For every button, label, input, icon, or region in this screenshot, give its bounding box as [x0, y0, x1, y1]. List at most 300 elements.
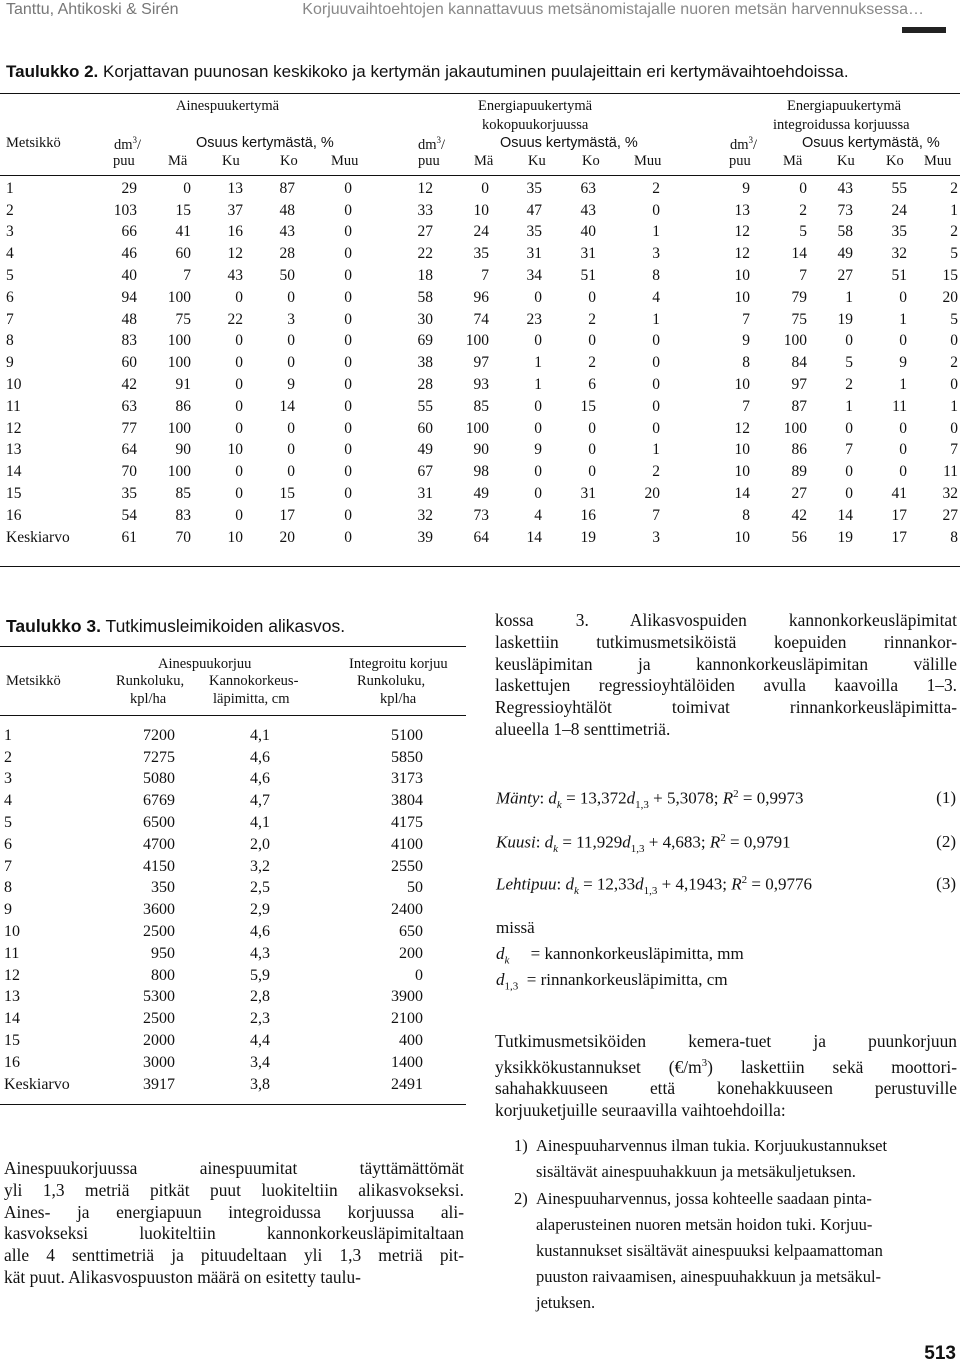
- table3-row-label: 13: [4, 988, 20, 1006]
- table2-cell: 91: [175, 376, 191, 394]
- t2-osuus-3: Osuus kertymästä, %: [802, 135, 940, 151]
- table2-cell: 83: [121, 332, 137, 350]
- table2-caption: [6, 62, 849, 82]
- table2-cell: 0: [899, 419, 907, 437]
- table3-row-label: 4: [4, 792, 12, 810]
- table2-cell: 64: [473, 528, 489, 546]
- table2-cell: 87: [791, 397, 807, 415]
- table3-row-label: 9: [4, 901, 12, 919]
- table3-pad: [423, 1074, 464, 1096]
- left-paragraph: [4, 1158, 464, 1289]
- table2-row: [2, 178, 958, 200]
- table2-cell: 103: [113, 201, 137, 219]
- table3-row-label: 15: [4, 1032, 20, 1050]
- table2-cell: 43: [580, 201, 596, 219]
- table3-cell: 4,4: [250, 1032, 270, 1050]
- table2-cell: 15: [580, 397, 596, 415]
- t2-sp-ko-1: Ko: [280, 153, 298, 169]
- table2-cell: 85: [473, 397, 489, 415]
- running-header: [0, 0, 960, 24]
- table2-cell: 0: [344, 506, 352, 524]
- table2-cell: 0: [845, 332, 853, 350]
- table2-cell: 20: [644, 485, 660, 503]
- table2-cell: 2: [845, 376, 853, 394]
- t3-kplha: kpl/ha: [130, 691, 167, 707]
- table3-cell: 2400: [391, 901, 423, 919]
- header-bar: [902, 27, 946, 33]
- text-line: kossa 3. Alikasvospuiden kannonkorkeusläpimitat: [495, 610, 957, 630]
- table2-cell: 35: [121, 485, 137, 503]
- table2-row-label: 15: [6, 485, 22, 503]
- table2-cell: 100: [167, 332, 191, 350]
- table2-row: [2, 418, 958, 440]
- table2-cell: 4: [652, 288, 660, 306]
- text-line: laskettiin tutkimusmetsiköistä koepuiden rinnankor-: [495, 631, 957, 652]
- table2-cell: 54: [121, 506, 137, 524]
- table2-cell: 1: [534, 376, 542, 394]
- table2-cell: 34: [526, 267, 542, 285]
- list-item-line: alaperusteinen nuoren metsän hoidon tuki. Korjuu-: [536, 1215, 873, 1234]
- table3-row-label: 3: [4, 770, 12, 788]
- table3-cell: 0: [415, 966, 423, 984]
- table2-cell: 13: [227, 179, 243, 197]
- table2-row: [2, 374, 958, 396]
- table3-row-label: 12: [4, 966, 20, 984]
- table2-cell: 100: [167, 463, 191, 481]
- text-line: Ainespuukorjuussa ainespuumitat täyttämättömät: [4, 1158, 464, 1178]
- table2-cell: 40: [121, 267, 137, 285]
- table3-row-label: 6: [4, 835, 12, 853]
- table2-cell: 17: [891, 528, 907, 546]
- table2-cell: 2: [652, 463, 660, 481]
- text-line: yli 1,3 metriä pitkät puut luokiteltiin alikasvokseksi.: [4, 1179, 464, 1200]
- table2-cell: 3: [652, 528, 660, 546]
- t2-group2-l2: kokopuukorjuussa: [482, 117, 589, 133]
- table3-cell: 2,3: [250, 1010, 270, 1028]
- table2-row: [2, 309, 958, 331]
- table2-cell: 66: [121, 223, 137, 241]
- table2-cell: 10: [227, 441, 243, 459]
- table2-cell: 48: [121, 310, 137, 328]
- table2-cell: 15: [175, 201, 191, 219]
- table2-cell: 98: [473, 463, 489, 481]
- table2-cell: 0: [235, 397, 243, 415]
- table3-cell: 1400: [391, 1053, 423, 1071]
- table2-cell: 2: [950, 354, 958, 372]
- table3-row: [4, 1030, 464, 1052]
- table3-row: [4, 965, 464, 987]
- table3-row-label: 8: [4, 879, 12, 897]
- table2-cell: 5: [950, 245, 958, 263]
- table3-pad: [423, 725, 464, 747]
- table2-cell: 12: [734, 245, 750, 263]
- table3-cell: 4,6: [250, 770, 270, 788]
- table2-row-label: 11: [6, 397, 21, 415]
- table3-row: [4, 790, 464, 812]
- table2-cell: 27: [791, 485, 807, 503]
- table3-pad: [423, 856, 464, 878]
- table2-cell: 100: [783, 419, 807, 437]
- table3-cell: 400: [399, 1032, 423, 1050]
- table3-pad: [423, 769, 464, 791]
- table2-cell: 7: [950, 441, 958, 459]
- table2-cell: 0: [344, 463, 352, 481]
- t2-col-metsikko: Metsikkö: [6, 135, 61, 151]
- table2-cell: 10: [734, 463, 750, 481]
- table3-cell: 2100: [391, 1010, 423, 1028]
- table2-cell: 0: [652, 332, 660, 350]
- table2-cell: 55: [891, 179, 907, 197]
- table3-cell: 3804: [391, 792, 423, 810]
- table3-header-rule: [0, 715, 466, 716]
- equation-number: (2): [936, 832, 956, 851]
- t3-col-metsikko: Metsikkö: [6, 673, 61, 689]
- list-item-line: puuston raivaamisen, ainespuuhakkuun ja metsäkul-: [536, 1267, 882, 1286]
- t2-sp-muu-3: Muu: [924, 153, 952, 169]
- table2-cell: 100: [465, 332, 489, 350]
- table2-cell: 12: [227, 245, 243, 263]
- table2-cell: 97: [791, 376, 807, 394]
- table2-cell: 0: [344, 485, 352, 503]
- t2-osuus-2: Osuus kertymästä, %: [500, 135, 638, 151]
- table3-cell: 950: [151, 944, 175, 962]
- table3-row-label: 10: [4, 923, 20, 941]
- table2-cell: 51: [580, 267, 596, 285]
- table2-cell: 39: [417, 528, 433, 546]
- table3-bottom-rule: [0, 1104, 466, 1105]
- table2-cell: 14: [279, 397, 295, 415]
- table2-cell: 0: [899, 441, 907, 459]
- right-paragraph-2: Tutkimusmetsiköiden kemera-tuet ja puunkorjuun yksikkökustannukset $(€/m^3)$ laskettiin sekä moottori- sahahakkuuseen että konehakkuuseen perustuville korjuuketjuille seuraavilla vaihtoehdoilla:: [495, 1031, 957, 1121]
- table2-cell: 0: [845, 463, 853, 481]
- table2-cell: 28: [417, 376, 433, 394]
- table3-cell: 5300: [143, 988, 175, 1006]
- table2-row: [2, 461, 958, 483]
- table3-cell: 6769: [143, 792, 175, 810]
- table2-cell: 14: [837, 506, 853, 524]
- table3-row-label: Keskiarvo: [4, 1075, 70, 1093]
- table2-cell: 0: [899, 332, 907, 350]
- table2-cell: 0: [235, 463, 243, 481]
- table2-cell: 0: [481, 179, 489, 197]
- table2-cell: 100: [783, 332, 807, 350]
- table2-cell: 0: [845, 485, 853, 503]
- table3-row-label: 5: [4, 814, 12, 832]
- table3-cell: 2550: [391, 857, 423, 875]
- table2-cell: 0: [950, 419, 958, 437]
- table3-cell: 800: [151, 966, 175, 984]
- table2-row: [2, 440, 958, 462]
- table2-cell: 41: [891, 485, 907, 503]
- table2-cell: 1: [652, 441, 660, 459]
- table3-cell: 2,0: [250, 835, 270, 853]
- t2-sp-ku-3: Ku: [837, 153, 855, 169]
- table2-cell: 48: [279, 201, 295, 219]
- table2-cell: 0: [899, 463, 907, 481]
- table2-cell: 84: [791, 354, 807, 372]
- table2-cell: 0: [588, 419, 596, 437]
- table2-cell: 8: [652, 267, 660, 285]
- table3-cell: 200: [399, 944, 423, 962]
- table2-cell: 1: [652, 223, 660, 241]
- table2-cell: 0: [344, 376, 352, 394]
- table2-cell: 86: [791, 441, 807, 459]
- table3-row: [4, 943, 464, 965]
- table3-pad: [423, 1052, 464, 1074]
- t2-sp-ma-1: Mä: [168, 153, 188, 169]
- table2-cell: 90: [175, 441, 191, 459]
- t2-puu-1: puu: [113, 153, 135, 169]
- table2-cell: 89: [791, 463, 807, 481]
- para2-line2: yksikkökustannukset $(€/m^3)$ laskettiin sekä moottori-: [495, 1056, 957, 1077]
- table2-cell: 74: [473, 310, 489, 328]
- table2-cell: 35: [526, 223, 542, 241]
- table3-cell: 3,4: [250, 1053, 270, 1071]
- text-line: keusläpimitan ja kannonkorkeusläpimitan välille: [495, 653, 957, 674]
- equation: Kuusi: $d_k = 11,929d_{1,3} + 4,683$; $R^2 = 0,9791$ (2): [496, 832, 956, 856]
- table2-cell: 75: [791, 310, 807, 328]
- table2-cell: 70: [121, 463, 137, 481]
- table3-cell: 4175: [391, 814, 423, 832]
- table2-cell: 31: [526, 245, 542, 263]
- table3-cell: 7275: [143, 748, 175, 766]
- table3-pad: [423, 987, 464, 1009]
- table3-row-label: 7: [4, 857, 12, 875]
- header-authors: Tanttu, Ahtikoski & Sirén: [6, 1, 179, 18]
- table3-row: [4, 1074, 464, 1096]
- table2-cell: 28: [279, 245, 295, 263]
- table2-cell: 0: [899, 288, 907, 306]
- table3-row-label: 14: [4, 1010, 20, 1028]
- table3-row-label: 11: [4, 944, 20, 962]
- table2-cell: 41: [175, 223, 191, 241]
- t2-sp-muu-1: Muu: [331, 153, 359, 169]
- definition-d13: $d_{1,3}$ = rinnankorkeusläpimitta, cm: [496, 970, 728, 993]
- table2-cell: 29: [121, 179, 137, 197]
- table3-row: [4, 921, 464, 943]
- table2-cell: 0: [235, 506, 243, 524]
- table3-row: [4, 856, 464, 878]
- table3-cell: 6500: [143, 814, 175, 832]
- table2-cell: 32: [942, 485, 958, 503]
- table2-cell: 0: [652, 201, 660, 219]
- table2-cell: 35: [473, 245, 489, 263]
- table3-cell: 2500: [143, 923, 175, 941]
- table3-cell: 3600: [143, 901, 175, 919]
- table2-cell: 56: [791, 528, 807, 546]
- table3-cell: 3000: [143, 1053, 175, 1071]
- table2-cell: 100: [167, 419, 191, 437]
- table3-row: [4, 878, 464, 900]
- table2-row-label: 16: [6, 506, 22, 524]
- table2-row-label: Keskiarvo: [6, 528, 70, 546]
- table3-row: [4, 812, 464, 834]
- text-line: Aines- ja energiapuun integroidussa korjuussa ali-: [4, 1201, 464, 1222]
- table3-pad: [423, 965, 464, 987]
- table2-cell: 0: [652, 419, 660, 437]
- table2-cell: 0: [950, 332, 958, 350]
- table2-cell: 0: [344, 528, 352, 546]
- table2-cell: 1: [950, 397, 958, 415]
- table2-cell: 8: [742, 354, 750, 372]
- table2-cell: 38: [417, 354, 433, 372]
- list-number: 1): [514, 1136, 528, 1155]
- t2-sp-ko-3: Ko: [886, 153, 904, 169]
- text-line: Regressioyhtälöt toimivat rinnankorkeusläpimitta-: [495, 697, 957, 718]
- table2-cell: 0: [652, 376, 660, 394]
- table2-cell: 0: [287, 463, 295, 481]
- t2-sp-muu-2: Muu: [634, 153, 662, 169]
- table2-cell: 5: [845, 354, 853, 372]
- table2-cell: 60: [175, 245, 191, 263]
- table2-cell: 6: [588, 376, 596, 394]
- table2-cell: 0: [344, 288, 352, 306]
- table2-cell: 0: [287, 441, 295, 459]
- table2-cell: 58: [417, 288, 433, 306]
- table2-row: [2, 352, 958, 374]
- table2-cell: 0: [588, 288, 596, 306]
- table2-cell: 12: [734, 223, 750, 241]
- table3-cell: 4,3: [250, 944, 270, 962]
- table2-cell: 40: [580, 223, 596, 241]
- table2-cell: 97: [473, 354, 489, 372]
- t2-sp-ku-2: Ku: [528, 153, 546, 169]
- table2-cell: 7: [742, 397, 750, 415]
- table2-cell: 0: [235, 288, 243, 306]
- list-item-line: jetuksen.: [536, 1293, 596, 1312]
- table2-cell: 0: [534, 332, 542, 350]
- table3-pad: [423, 1008, 464, 1030]
- list-number: 2): [514, 1189, 528, 1208]
- list-item-line: kustannukset sisältävät ainespuuksi kelpaamattoman: [536, 1241, 883, 1260]
- table2-cell: 0: [588, 441, 596, 459]
- table2-cell: 23: [526, 310, 542, 328]
- table2-row-label: 7: [6, 310, 14, 328]
- table2-row-label: 14: [6, 463, 22, 481]
- table2-cell: 17: [891, 506, 907, 524]
- table2-cell: 0: [534, 485, 542, 503]
- table2-cell: 46: [121, 245, 137, 263]
- table3-pad: [423, 812, 464, 834]
- table2-cell: 18: [417, 267, 433, 285]
- table3-caption-text: Tutkimusleimikoiden alikasvos.: [105, 616, 346, 636]
- table2-cell: 20: [279, 528, 295, 546]
- table2-cell: 15: [942, 267, 958, 285]
- table2-cell: 0: [344, 441, 352, 459]
- table2-cell: 0: [534, 288, 542, 306]
- table2-cell: 0: [344, 397, 352, 415]
- table2-cell: 0: [588, 332, 596, 350]
- table2-row-label: 9: [6, 354, 14, 372]
- table2-cell: 0: [534, 397, 542, 415]
- table2-cell: 7: [845, 441, 853, 459]
- table2-cell: 0: [344, 332, 352, 350]
- table3-cell: 5100: [391, 726, 423, 744]
- table2-cell: 0: [344, 201, 352, 219]
- table2-cell: 90: [473, 441, 489, 459]
- table2-cell: 15: [279, 485, 295, 503]
- table2-row-label: 1: [6, 179, 14, 197]
- table3-cell: 5850: [391, 748, 423, 766]
- table2-caption-text: Korjattavan puunosan keskikoko ja kertymän jakautuminen puulajeittain eri kertymävaihtoehdoissa.: [103, 62, 849, 81]
- definition-dk: $d_k$ = kannonkorkeusläpimitta, mm: [496, 944, 744, 967]
- table3-cell: 650: [399, 923, 423, 941]
- table2-cell: 0: [235, 354, 243, 372]
- table2-cell: 0: [235, 332, 243, 350]
- t2-osuus-1: Osuus kertymästä, %: [196, 135, 334, 151]
- table2-cell: 0: [287, 354, 295, 372]
- table3-cell: 4,6: [250, 923, 270, 941]
- table2-cell: 55: [417, 397, 433, 415]
- table2-cell: 64: [121, 441, 137, 459]
- table3-cell: 4100: [391, 835, 423, 853]
- table2-cell: 43: [227, 267, 243, 285]
- table2-cell: 77: [121, 419, 137, 437]
- table2-row-label: 2: [6, 201, 14, 219]
- table2-cell: 2: [799, 201, 807, 219]
- table2-cell: 42: [121, 376, 137, 394]
- t2-sp-ma-3: Mä: [783, 153, 803, 169]
- table2-cell: 17: [279, 506, 295, 524]
- table2-cell: 19: [580, 528, 596, 546]
- table2-cell: 7: [799, 267, 807, 285]
- table3-pad: [423, 747, 464, 769]
- table2-cell: 11: [943, 463, 958, 481]
- table2-cell: 0: [235, 485, 243, 503]
- table2-cell: 70: [175, 528, 191, 546]
- table2-cell: 37: [227, 201, 243, 219]
- table3-cell: 50: [407, 879, 423, 897]
- table2-cell: 14: [526, 528, 542, 546]
- t2-group1: Ainespuukertymä: [176, 98, 280, 114]
- table2-cell: 27: [417, 223, 433, 241]
- table2-row: [2, 222, 958, 244]
- table2-cell: 32: [891, 245, 907, 263]
- table2-cell: 22: [227, 310, 243, 328]
- text-line: laskettujen regressioyhtälöiden avulla kaavoilla 1–3.: [495, 675, 957, 696]
- table2-cell: 5: [950, 310, 958, 328]
- t2-puu-3: puu: [729, 153, 751, 169]
- table2-row: [2, 200, 958, 222]
- equation-number: (3): [936, 874, 956, 893]
- t2-dm3-2: $dm^3/$: [418, 135, 446, 153]
- table2-cell: 49: [837, 245, 853, 263]
- table2-top-rule: [0, 93, 960, 94]
- table2-cell: 31: [580, 485, 596, 503]
- table3-cell: 5,9: [250, 966, 270, 984]
- header-title: Korjuuvaihtoehtojen kannattavuus metsänomistajalle nuoren metsän harvennuksessa…: [302, 1, 924, 18]
- table2-cell: 87: [279, 179, 295, 197]
- table3-cell: 4150: [143, 857, 175, 875]
- table2-cell: 69: [417, 332, 433, 350]
- missa-label: missä: [496, 918, 535, 937]
- t3-runkoluku2: Runkoluku,: [357, 673, 426, 689]
- t2-group3-l1: Energiapuukertymä: [787, 98, 902, 114]
- table2-cell: 0: [183, 179, 191, 197]
- table2-cell: 96: [473, 288, 489, 306]
- table2-cell: 85: [175, 485, 191, 503]
- table2-cell: 16: [227, 223, 243, 241]
- table3-cell: 4,1: [250, 726, 270, 744]
- table3-cell: 3173: [391, 770, 423, 788]
- table2-cell: 0: [344, 245, 352, 263]
- table2-row-label: 10: [6, 376, 22, 394]
- table3-caption: [6, 616, 345, 637]
- t3-runkoluku: Runkoluku,: [116, 673, 185, 689]
- table2-row-label: 13: [6, 441, 22, 459]
- table2-cell: 30: [417, 310, 433, 328]
- table2-cell: 42: [791, 506, 807, 524]
